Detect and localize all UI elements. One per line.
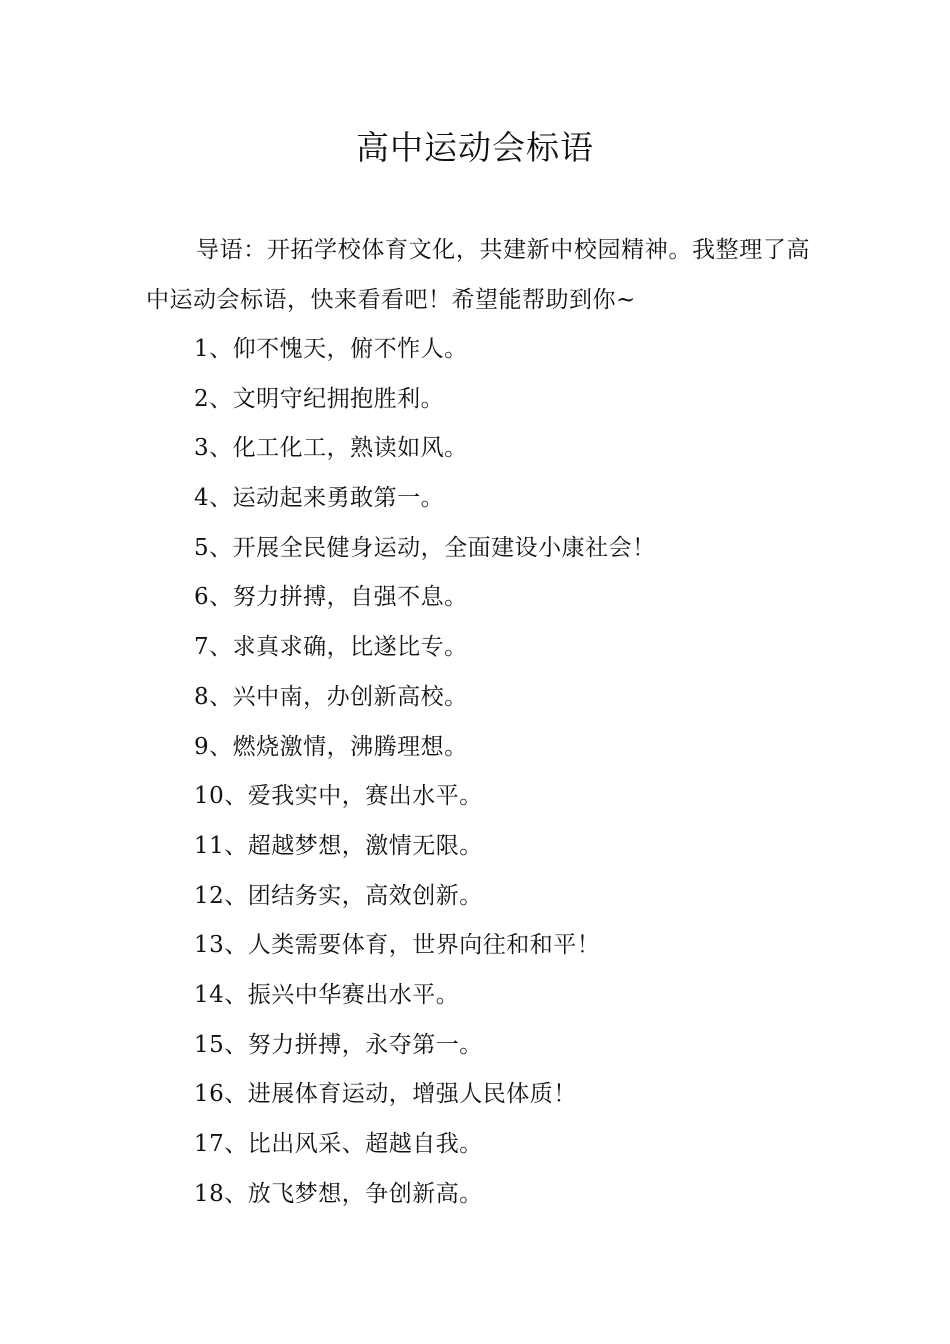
list-item: 9、燃烧激情，沸腾理想。 <box>194 733 468 760</box>
list-item: 14、振兴中华赛出水平。 <box>194 981 460 1008</box>
list-item: 13、人类需要体育，世界向往和和平！ <box>194 932 601 959</box>
list-item: 10、爱我实中，赛出水平。 <box>194 783 483 810</box>
list-item: 17、比出风采、超越自我。 <box>194 1131 483 1157</box>
list-item: 5、开展全民健身运动，全面建设小康社会！ <box>194 534 656 561</box>
list-item: 8、兴中南，办创新高校。 <box>194 683 468 710</box>
intro-paragraph: 导语：开拓学校体育文化，共建新中校园精神。我整理了高中运动会标语，快来看看吧！希望能帮助到你~ <box>146 237 810 313</box>
slogan-list <box>194 325 834 1219</box>
list-item: 11、超越梦想，激情无限。 <box>194 832 483 859</box>
list-item: 6、努力拼搏，自强不息。 <box>194 584 468 611</box>
list-item: 3、化工化工，熟读如风。 <box>194 435 468 462</box>
list-item: 4、运动起来勇敢第一。 <box>194 485 445 512</box>
list-item: 18、放飞梦想，争创新高。 <box>194 1180 483 1207</box>
list-item: 15、努力拼搏，永夺第一。 <box>194 1031 483 1058</box>
list-item: 7、求真求确，比遂比专。 <box>194 634 468 661</box>
list-item: 12、团结务实，高效创新。 <box>194 882 483 909</box>
list-item: 1、仰不愧天，俯不怍人。 <box>194 336 468 362</box>
document-title: 高中运动会标语 <box>356 128 594 167</box>
list-item: 2、文明守纪拥抱胜利。 <box>194 385 445 412</box>
list-item: 16、进展体育运动，增强人民体质！ <box>194 1081 577 1108</box>
